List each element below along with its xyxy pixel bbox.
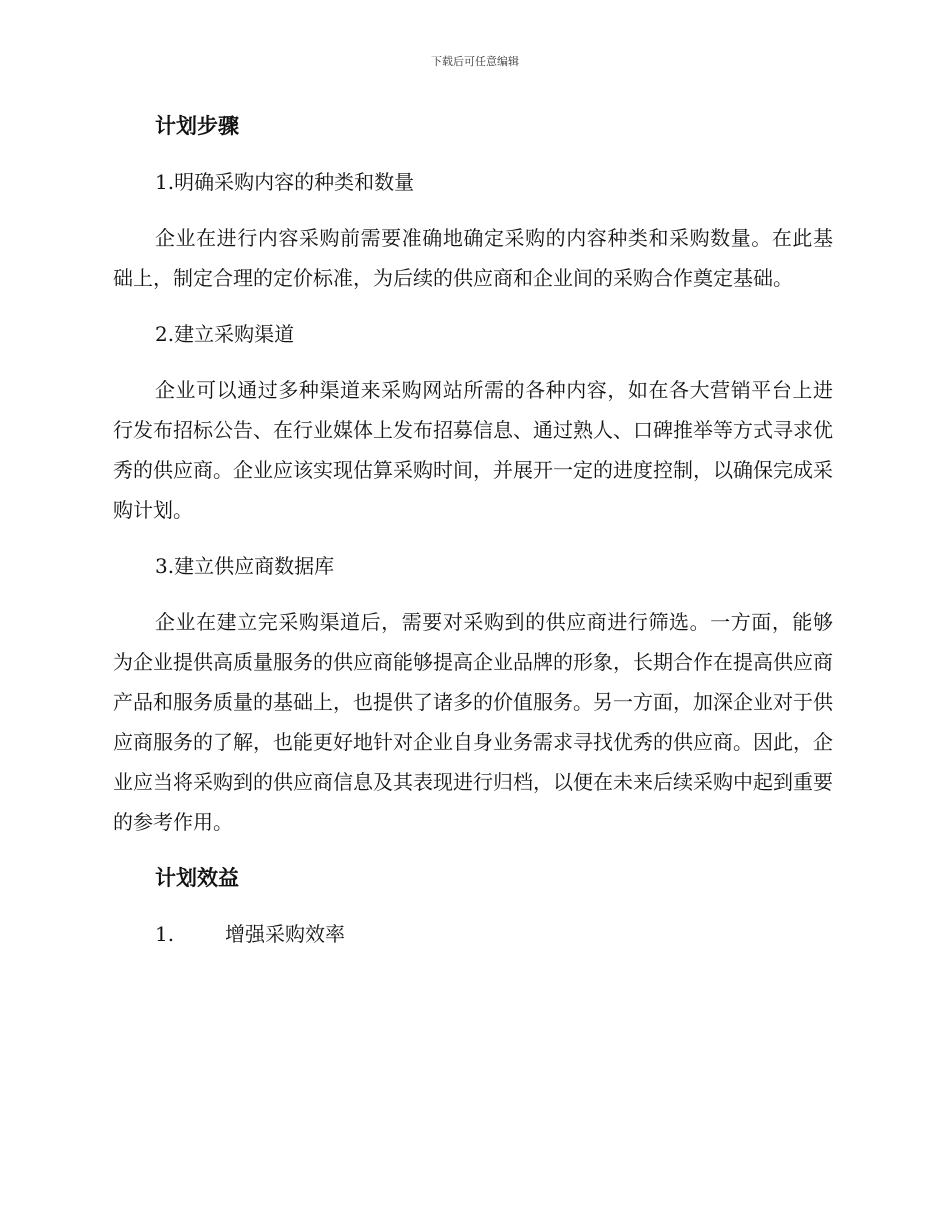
section-title-plan-steps: 计划步骤: [155, 113, 239, 138]
page-header: 下载后可任意编辑: [431, 55, 519, 68]
document-body: [113, 106, 833, 970]
section-title-plan-benefits: 计划效益: [155, 865, 239, 890]
step-3-body: 企业在建立完采购渠道后，需要对采购到的供应商进行筛选。一方面，能够为企业提供高质量服务的供应商能够提高企业品牌的形象，长期合作在提高供应商产品和服务质量的基础上，也提供了诸多的价值服务。另一方面，加深企业对于供应商服务的了解，也能更好地针对企业自身业务需求寻找优秀的供应商。因此，企业应当将采购到的供应商信息及其表现进行归档，以便在未来后续采购中起到重要的参考作用。: [113, 610, 833, 834]
step-2-title: 2.建立采购渠道: [155, 322, 295, 346]
step-3-title: 3.建立供应商数据库: [155, 554, 335, 578]
step-1-body: 企业在进行内容采购前需要准确地确定采购的内容种类和采购数量。在此基础上，制定合理的定价标准，为后续的供应商和企业间的采购合作奠定基础。: [113, 226, 833, 290]
step-2-body: 企业可以通过多种渠道来采购网站所需的各种内容，如在各大营销平台上进行发布招标公告、在行业媒体上发布招募信息、通过熟人、口碑推举等方式寻求优秀的供应商。企业应该实现估算采购时间，并展开一定的进度控制，以确保完成采购计划。: [113, 378, 833, 522]
benefit-item-1-number: 1.: [155, 922, 175, 946]
step-1-title: 1.明确采购内容的种类和数量: [155, 170, 415, 194]
benefit-item-1: [113, 914, 833, 954]
benefit-item-1-text: 增强采购效率: [225, 922, 345, 946]
